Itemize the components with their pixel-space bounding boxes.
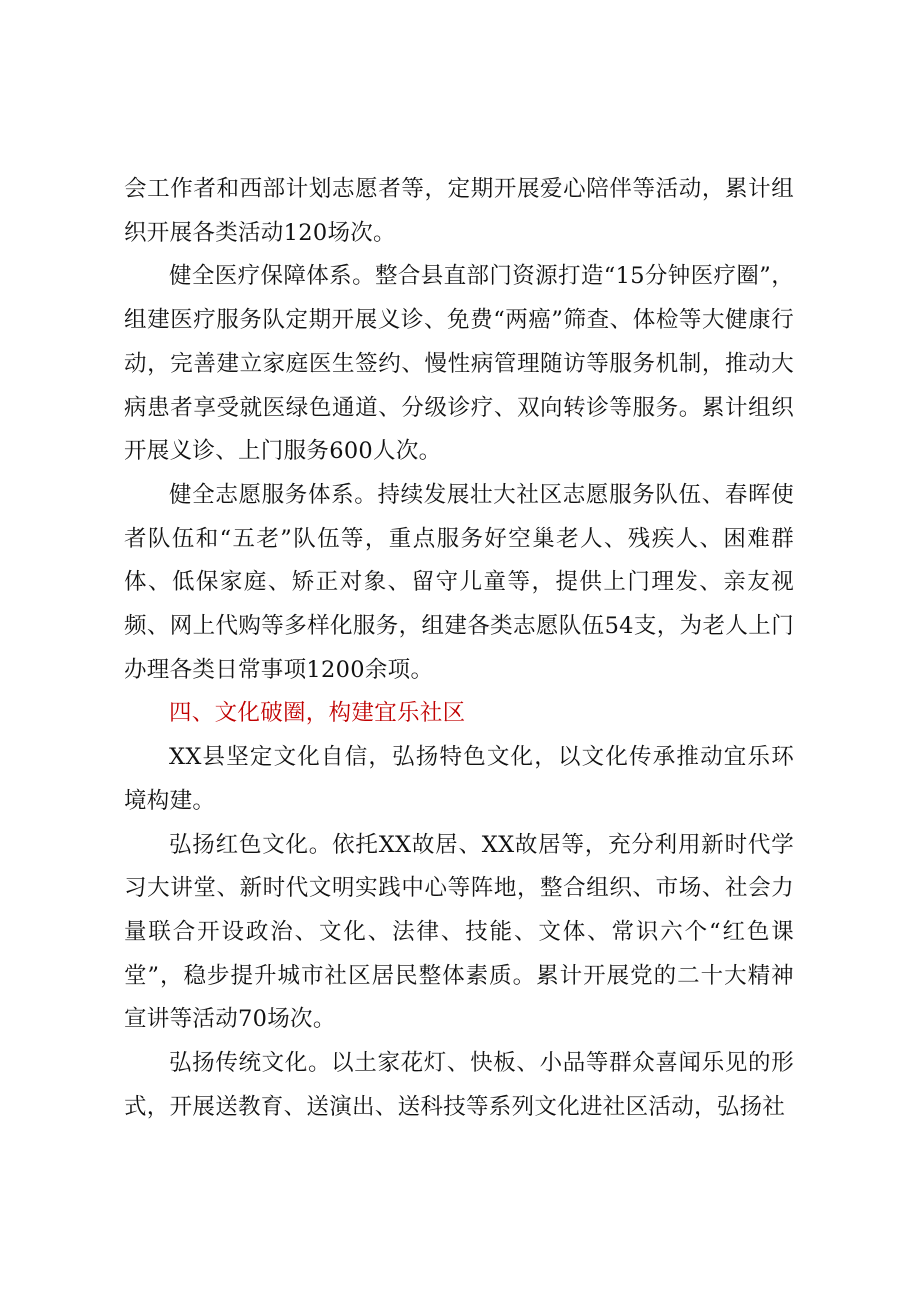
document-body: [124, 168, 794, 1129]
section-heading-culture: 四、文化破圈，构建宜乐社区: [169, 700, 466, 727]
paragraph-volunteer-service: 健全志愿服务体系。持续发展壮大社区志愿服务队伍、春晖使者队伍和“五老”队伍等，重点服务好空巢老人、残疾人、困难群体、低保家庭、矫正对象、留守儿童等，提供上门理发、亲友视频、网上代购等多样化服务，组建各类志愿队伍54支，为老人上门办理各类日常事项1200余项。: [124, 481, 794, 683]
paragraph-traditional-culture: 弘扬传统文化。以土家花灯、快板、小品等群众喜闻乐见的形式，开展送教育、送演出、送科技等系列文化进社区活动，弘扬社: [124, 1050, 794, 1120]
paragraph-continuation: 会工作者和西部计划志愿者等，定期开展爱心陪伴等活动，累计组织开展各类活动120场次。: [124, 176, 794, 246]
paragraph-culture-intro: XX县坚定文化自信，弘扬特色文化，以文化传承推动宜乐环境构建。: [124, 744, 794, 814]
paragraph-red-culture: 弘扬红色文化。依托XX故居、XX故居等，充分利用新时代学习大讲堂、新时代文明实践中心等阵地，整合组织、市场、社会力量联合开设政治、文化、法律、技能、文体、常识六个“红色课堂”，稳步提升城市社区居民整体素质。累计开展党的二十大精神宣讲等活动70场次。: [124, 831, 794, 1033]
paragraph-medical-security: 健全医疗保障体系。整合县直部门资源打造“15分钟医疗圈”，组建医疗服务队定期开展义诊、免费“两癌”筛查、体检等大健康行动，完善建立家庭医生签约、慢性病管理随访等服务机制，推动大病患者享受就医绿色通道、分级诊疗、双向转诊等服务。累计组织开展义诊、上门服务600人次。: [124, 263, 794, 465]
